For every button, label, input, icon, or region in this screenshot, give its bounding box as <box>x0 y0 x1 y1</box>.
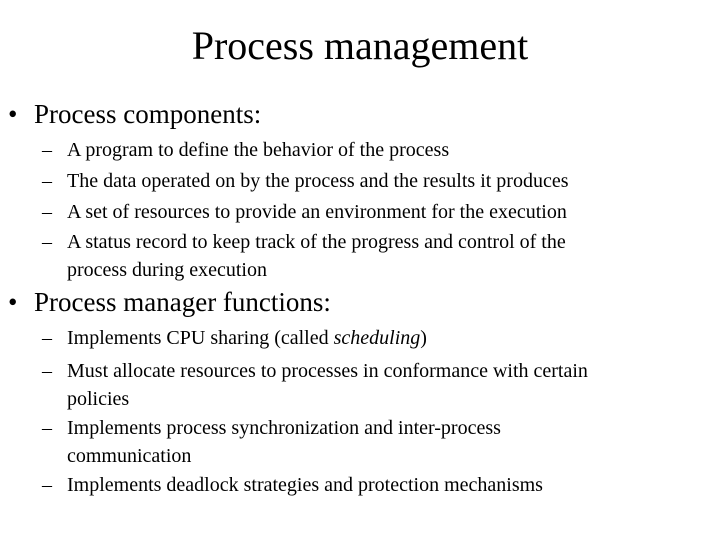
sub-item-text: Implements CPU sharing (called scheduling) <box>67 327 427 349</box>
dash-icon: – <box>42 360 52 382</box>
slide-title: Process management <box>191 23 529 68</box>
bullet-icon: • <box>8 287 18 317</box>
sub-item-text: Must allocate resources to processes in conformance with certain <box>67 360 588 382</box>
dash-icon: – <box>42 417 52 439</box>
sub-item-text-continued: policies <box>67 388 130 410</box>
sub-item-text: A set of resources to provide an environment for the execution <box>67 201 567 223</box>
bullet-icon: • <box>8 99 18 129</box>
sub-item-text-continued: communication <box>67 445 192 467</box>
sub-item-text: A status record to keep track of the progress and control of the <box>67 231 566 253</box>
dash-icon: – <box>42 201 52 223</box>
sub-item-text: The data operated on by the process and the results it produces <box>67 170 569 192</box>
emphasis-scheduling: scheduling <box>333 327 421 349</box>
section-heading: Process manager functions: <box>34 287 331 317</box>
dash-icon: – <box>42 231 52 253</box>
dash-icon: – <box>42 170 52 192</box>
sub-item-text-continued: process during execution <box>67 259 267 281</box>
dash-icon: – <box>42 327 52 349</box>
dash-icon: – <box>42 139 52 161</box>
sub-item-text: Implements deadlock strategies and protection mechanisms <box>67 474 543 496</box>
sub-item-text: Implements process synchronization and inter-process <box>67 417 501 439</box>
section-heading: Process components: <box>34 99 262 129</box>
sub-item-text: A program to define the behavior of the process <box>67 139 450 161</box>
dash-icon: – <box>42 474 52 496</box>
